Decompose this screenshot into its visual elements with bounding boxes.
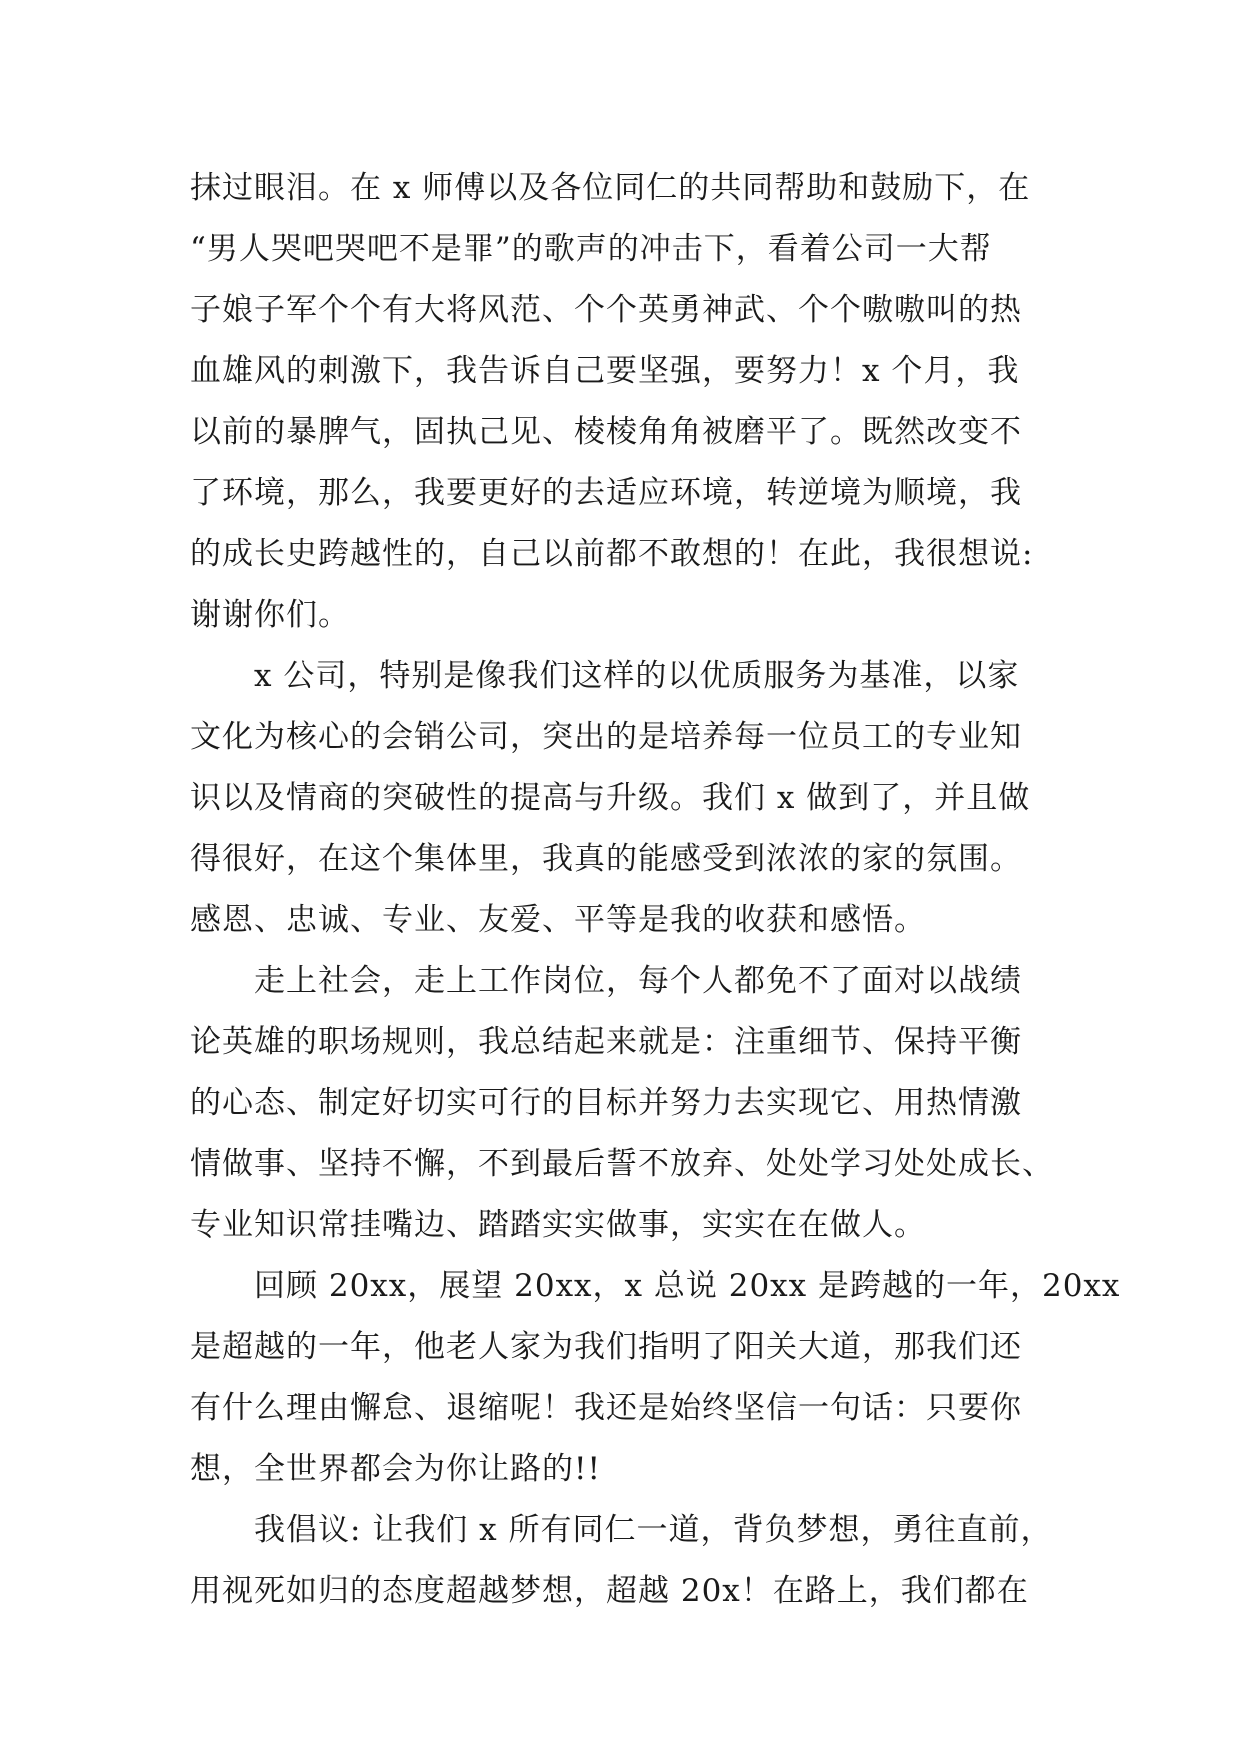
text-line: x 公司，特别是像我们这样的以优质服务为基准，以家: [254, 658, 1020, 694]
text-line: 感恩、忠诚、专业、友爱、平等是我的收获和感悟。: [190, 902, 926, 938]
text-line: 以前的暴脾气，固执己见、棱棱角角被磨平了。既然改变不: [190, 414, 1022, 450]
text-line: 想，全世界都会为你让路的!!: [190, 1451, 601, 1487]
text-line: 识以及情商的突破性的提高与升级。我们 x 做到了，并且做: [190, 780, 1031, 816]
text-line: 了环境，那么，我要更好的去适应环境，转逆境为顺境，我: [190, 475, 1022, 511]
text-line: 文化为核心的会销公司，突出的是培养每一位员工的专业知: [190, 719, 1022, 755]
text-line: 子娘子军个个有大将风范、个个英勇神武、个个嗷嗷叫的热: [190, 292, 1022, 328]
text-line: 用视死如归的态度超越梦想，超越 20x！在路上，我们都在: [190, 1573, 1029, 1609]
text-line: 是超越的一年，他老人家为我们指明了阳关大道，那我们还: [190, 1329, 1022, 1365]
text-line: 抹过眼泪。在 x 师傅以及各位同仁的共同帮助和鼓励下，在: [190, 170, 1031, 206]
document-body: [190, 158, 1121, 1622]
text-line: 专业知识常挂嘴边、踏踏实实做事，实实在在做人。: [190, 1207, 926, 1243]
text-line: 情做事、坚持不懈，不到最后誓不放弃、处处学习处处成长、: [190, 1146, 1054, 1182]
text-line: 得很好，在这个集体里，我真的能感受到浓浓的家的氛围。: [190, 841, 1022, 877]
text-line: 论英雄的职场规则，我总结起来就是：注重细节、保持平衡: [190, 1024, 1022, 1060]
text-line: 的成长史跨越性的，自己以前都不敢想的！在此，我很想说:: [190, 536, 1034, 572]
text-line: “男人哭吧哭吧不是罪”的歌声的冲击下，看着公司一大帮: [190, 231, 992, 267]
text-line: 谢谢你们。: [190, 597, 350, 633]
text-line: 血雄风的刺激下，我告诉自己要坚强，要努力！x 个月，我: [190, 353, 1020, 389]
text-line: 走上社会，走上工作岗位，每个人都免不了面对以战绩: [254, 963, 1022, 999]
text-line: 的心态、制定好切实可行的目标并努力去实现它、用热情激: [190, 1085, 1022, 1121]
text-line: 回顾 20xx，展望 20xx，x 总说 20xx 是跨越的一年，20xx: [254, 1268, 1121, 1304]
text-line: 有什么理由懈怠、退缩呢！我还是始终坚信一句话：只要你: [190, 1390, 1022, 1426]
text-line: 我倡议: 让我们 x 所有同仁一道，背负梦想，勇往直前，: [254, 1512, 1053, 1548]
